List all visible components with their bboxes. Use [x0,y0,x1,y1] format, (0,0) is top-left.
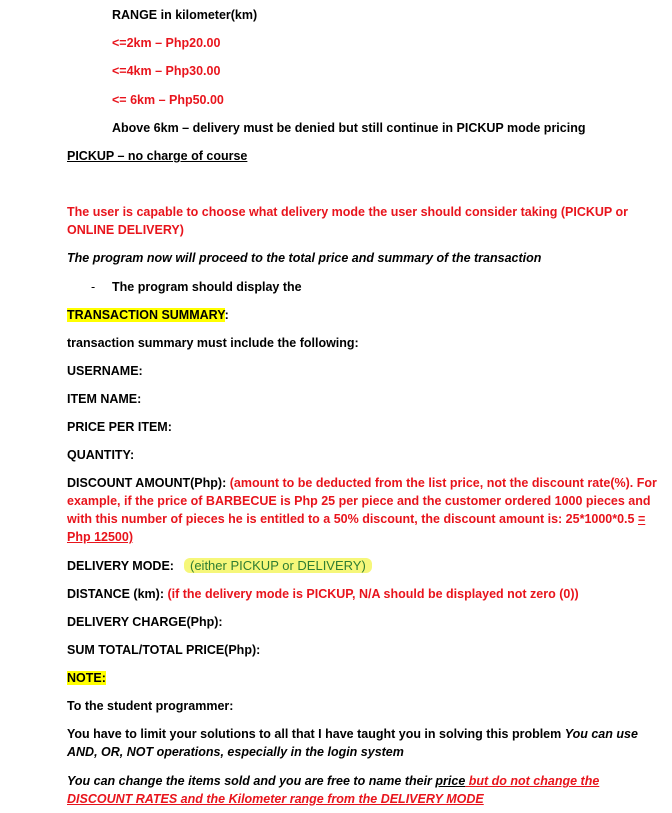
note-heading [67,669,106,687]
delivery-mode-note [184,557,372,575]
transaction-summary-heading [67,306,229,324]
distance-note: (if the delivery mode is PICKUP, N/A should be displayed not zero (0)) [167,587,579,601]
discount-note: (amount to be deducted from the list price, not the discount rate(%). For example, if the price of BARBECUE is Php 25 per piece and the customer ordered 1000 pieces and with this number of pieces he is entitled to a 50% discount, the discount amount is: 25*1000*0.5 [67,476,657,526]
discount-result: = Php 12500) [67,512,646,544]
change-paragraph [67,772,657,808]
pickup-note: PICKUP – no charge of course [67,149,248,163]
field-delivery-charge: DELIVERY CHARGE(Php): [67,615,223,629]
bullet-display-line: The program should display the [112,280,302,294]
field-delivery-mode [67,557,174,575]
include-line: transaction summary must include the following: [67,336,359,350]
limit-italic: You can use AND, OR, NOT operations, especially in the login system [67,727,638,759]
field-distance [67,585,579,603]
bullet-dash: - [91,280,96,294]
range-tier-2: <=4km – Php30.00 [112,64,221,78]
delivery-mode-highlight: (either PICKUP or DELIVERY) [184,558,372,573]
field-discount-amount [67,474,659,546]
field-item-name: ITEM NAME: [67,392,142,406]
distance-label: DISTANCE (km): [67,587,164,601]
note-highlight: NOTE: [67,671,106,685]
field-sum-total: SUM TOTAL/TOTAL PRICE(Php): [67,643,261,657]
range-tier-3: <= 6km – Php50.00 [112,93,224,107]
field-quantity: QUANTITY: [67,448,135,462]
limit-text: You have to limit your solutions to all that I have taught you in solving this problem [67,727,565,741]
field-username: USERNAME: [67,364,143,378]
user-choice-paragraph: The user is capable to choose what delivery mode the user should consider taking (PICKUP or ONLINE DELIVERY) [67,205,629,237]
range-above-6km: Above 6km – delivery must be denied but still continue in PICKUP mode pricing [112,121,586,135]
change-red: but do not change the DISCOUNT RATES and the Kilometer range from the DELIVERY MODE [67,774,600,806]
change-price: price [435,774,466,788]
field-price-per-item: PRICE PER ITEM: [67,420,172,434]
range-heading: RANGE in kilometer(km) [112,8,258,22]
transaction-summary-highlight: TRANSACTION SUMMARY [67,308,225,322]
range-tier-1: <=2km – Php20.00 [112,36,221,50]
limit-paragraph [67,725,657,761]
transaction-summary-colon: : [224,308,229,322]
student-heading: To the student programmer: [67,699,234,713]
change-italic: You can change the items sold and you are free to name their [67,774,436,788]
discount-label: DISCOUNT AMOUNT(Php): [67,476,227,490]
delivery-mode-label: DELIVERY MODE: [67,559,174,573]
proceed-line: The program now will proceed to the total price and summary of the transaction [67,251,542,265]
